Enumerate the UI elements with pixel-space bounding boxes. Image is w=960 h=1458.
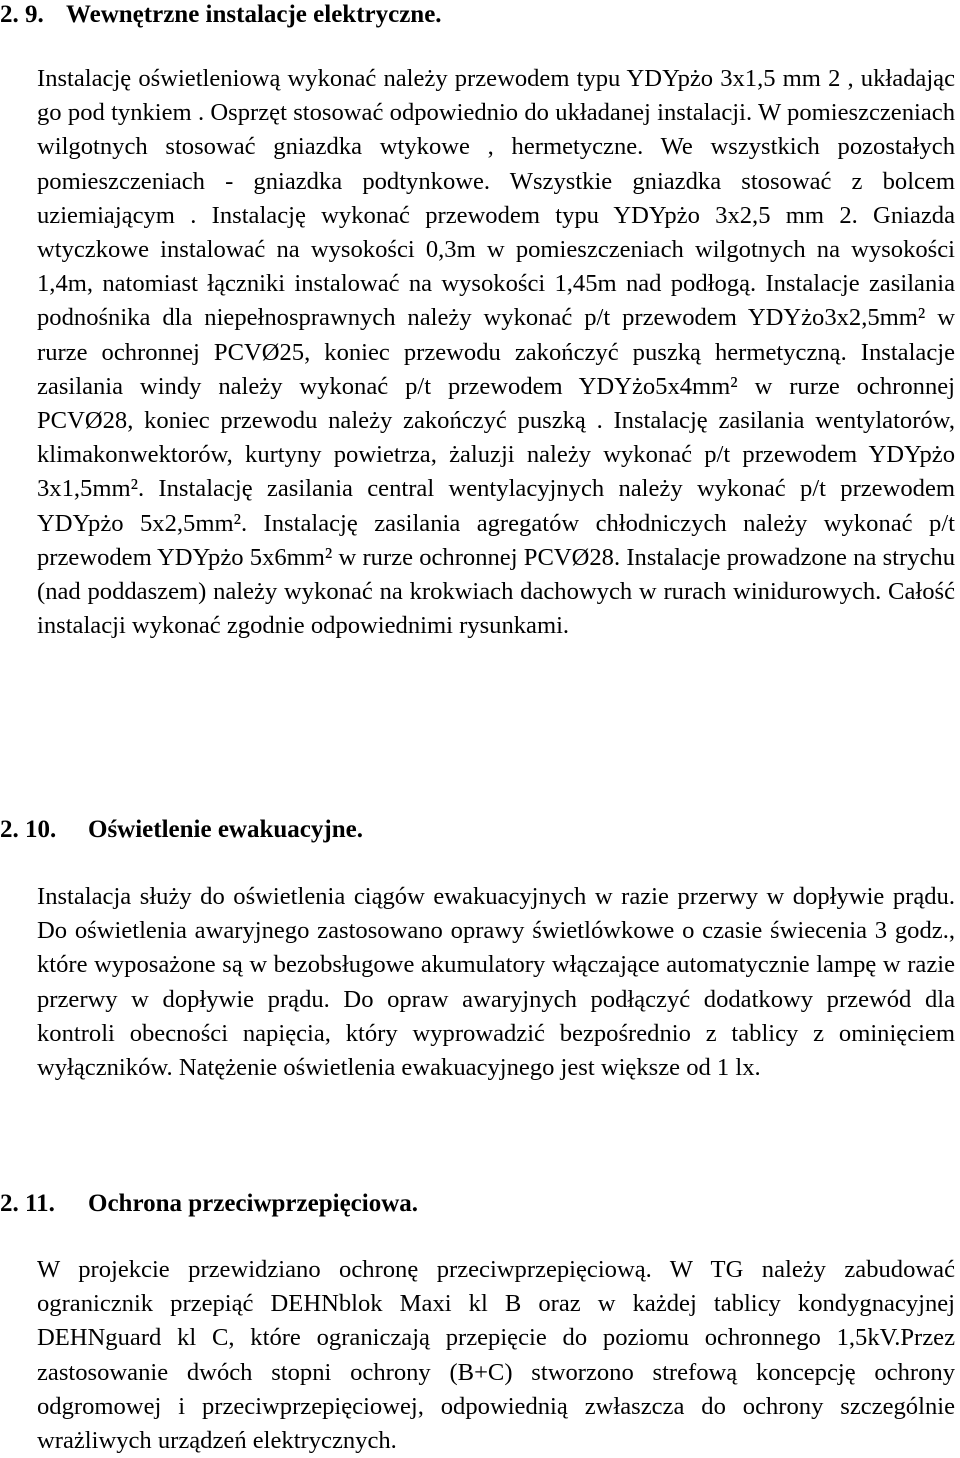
section-heading-2-10 — [0, 815, 363, 845]
section-paragraph-2-9: Instalację oświetleniową wykonać należy przewodem typu YDYpżo 3x1,5 mm 2 , układając go pod tynkiem . Osprzęt stosować odpowiednio do układanej instalacji. W pomieszczeniach wilgotnych stosować gniazdka wtykowe , hermetyczne. We wszystkich pozostałych pomieszczeniach - gniazdka podtynkowe. Wszystkie gniazdka stosować z bolcem uziemiającym . Instalację wykonać przewodem typu YDYpżo 3x2,5 mm 2. Gniazda wtyczkowe instalować na wysokości 0,3m w pomieszczeniach wilgotnych na wysokości 1,4m, natomiast łączniki instalować na wysokości 1,45m nad podłogą. Instalacje zasilania podnośnika dla niepełnosprawnych należy wykonać p/t przewodem YDYżo3x2,5mm² w rurze ochronnej PCVØ25, koniec przewodu zakończyć puszką hermetyczną. Instalacje zasilania windy należy wykonać p/t przewodem YDYżo5x4mm² w rurze ochronnej PCVØ28, koniec przewodu należy zakończyć puszką . Instalację zasilania wentylatorów, klimakonwektorów, kurtyny powietrza, żaluzji należy wykonać p/t przewodem YDYpżo 3x1,5mm². Instalację zasilania central wentylacyjnych należy wykonać p/t przewodem YDYpżo 5x2,5mm². Instalację zasilania agregatów chłodniczych należy wykonać p/t przewodem YDYpżo 5x6mm² w rurze ochronnej PCVØ28. Instalacje prowadzone na strychu (nad poddaszem) należy wykonać na krokwiach dachowych w rurach winidurowych. Całość instalacji wykonać zgodnie odpowiednimi rysunkami. — [37, 65, 955, 640]
section-number: 2. 10. — [0, 816, 57, 843]
section-heading-2-9 — [0, 0, 442, 30]
section-number: 2. 9. — [0, 1, 44, 28]
section-heading-2-11 — [0, 1189, 418, 1219]
section-paragraph-2-10: Instalacja służy do oświetlenia ciągów ewakuacyjnych w razie przerwy w dopływie prądu. Do oświetlenia awaryjnego zastosowano oprawy świetlówkowe o czasie świecenia 3 godz., które wyposażone są w bezobsługowe akumulatory włączające automatycznie lampę w razie przerwy w dopływie prądu. Do opraw awaryjnych podłączyć dodatkowy przewód dla kontroli obecności napięcia, który wyprowadzić bezpośrednio z tablicy z ominięciem wyłączników. Natężenie oświetlenia ewakuacyjnego jest większe od 1 lx. — [37, 883, 955, 1082]
section-title: Wewnętrzne instalacje elektryczne. — [66, 1, 442, 28]
section-paragraph-2-11: W projekcie przewidziano ochronę przeciwprzepięciową. W TG należy zabudować ogranicznik przepiąć DEHNblok Maxi kl B oraz w każdej tablicy kondygnacyjnej DEHNguard kl C, które ograniczają przepięcie do poziomu ochronnego 1,5kV.Przez zastosowanie dwóch stopni ochrony (B+C) stworzono strefową koncepcję ochrony odgromowej i przeciwprzepięciowej, odpowiednią zwłaszcza do ochrony szczególnie wrażliwych urządzeń elektrycznych. — [37, 1256, 955, 1455]
section-number: 2. 11. — [0, 1190, 55, 1217]
section-title: Ochrona przeciwprzepięciowa. — [88, 1190, 419, 1217]
section-title: Oświetlenie ewakuacyjne. — [88, 816, 363, 843]
